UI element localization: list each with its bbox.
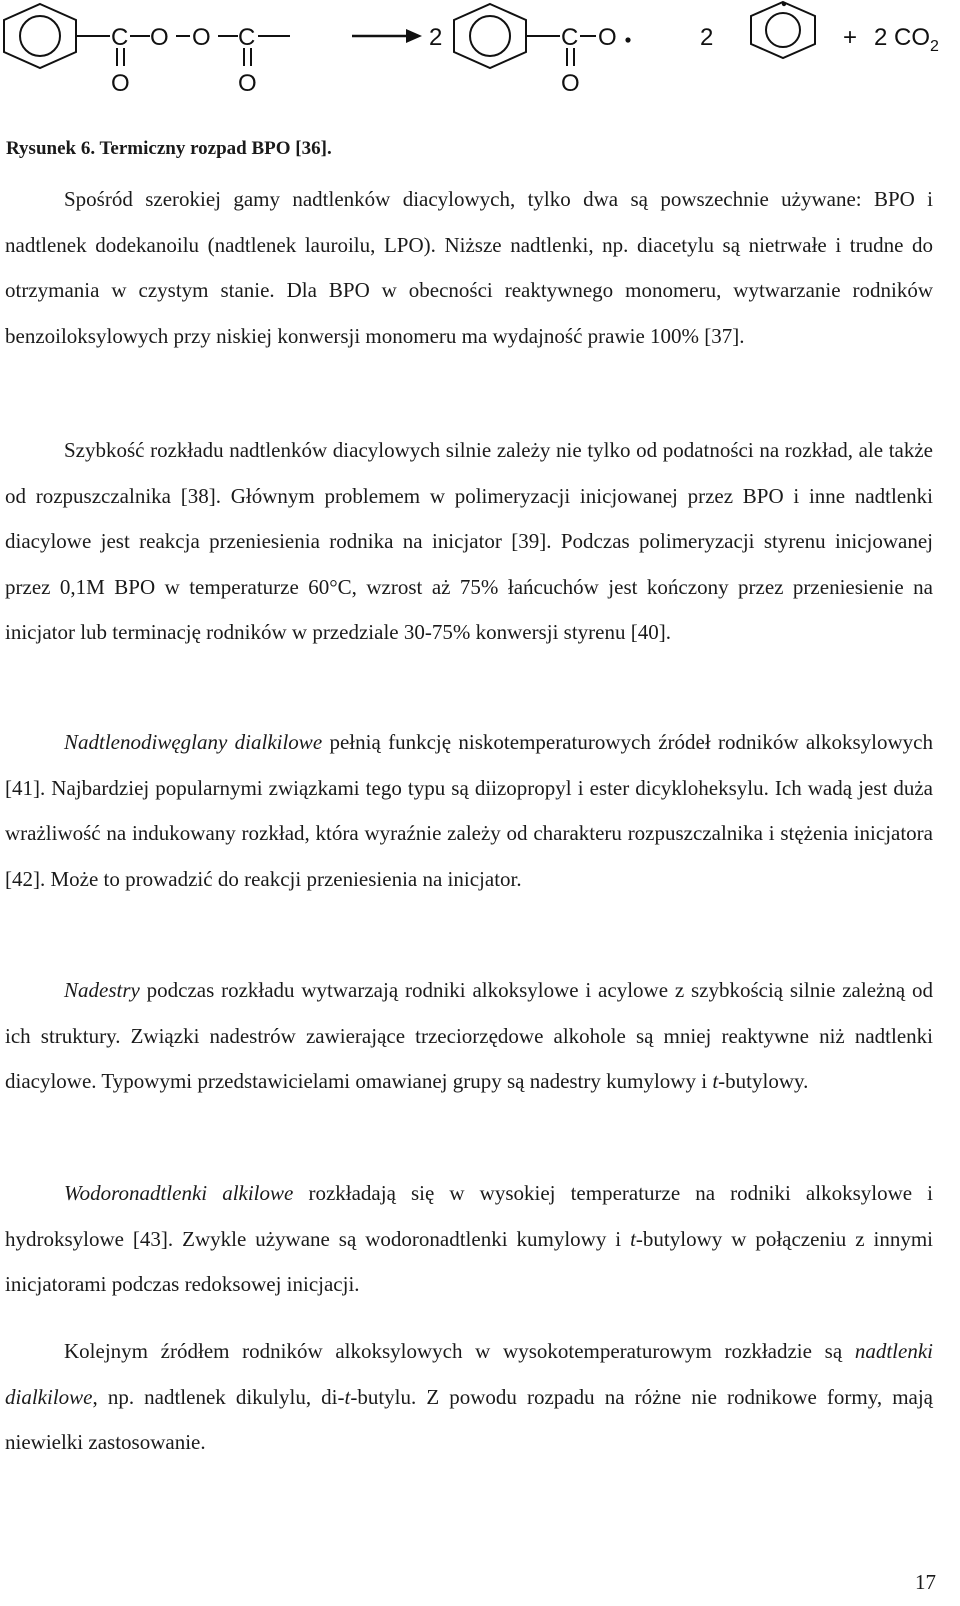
text-run: podczas rozkładu wytwarzają rodniki alkoksylowe i acylowe z szybkością silnie zależną od ich struktury. Związki nadestrów zawierające trzeciorzędowe alkohole są mniej reaktywne niż nadtlenki diacylowe. Typowymi przedstawicielami omawianej grupy są nadestry kumylowy i xyxy=(5,978,933,1093)
italic-term: t xyxy=(630,1226,636,1251)
italic-term: nadtlenki dialkilowe xyxy=(5,1339,933,1409)
paragraph xyxy=(5,720,933,902)
co2-label: 2 $CO_2$ xyxy=(874,24,939,55)
text-run: Kolejnym źródłem rodników alkoksylowych w wysokotemperaturowym rozkładzie są xyxy=(64,1339,855,1363)
paragraph xyxy=(5,1171,933,1308)
stoichiometric-coefficient: 2 xyxy=(429,24,443,51)
paragraph xyxy=(5,177,933,359)
benzene-ring-3 xyxy=(751,2,815,58)
paragraph xyxy=(5,428,933,656)
plus-sign: + xyxy=(843,24,858,51)
text-run: -butylowy w połączeniu z innymi inicjatorami podczas redoksowej inicjacji. xyxy=(5,1226,933,1296)
carbon-label: C xyxy=(111,24,129,51)
stoichiometric-coefficient: 2 xyxy=(700,24,714,51)
paragraph xyxy=(5,1329,933,1466)
italic-term: Wodoronadtlenki alkilowe xyxy=(64,1181,294,1205)
benzene-ring-2 xyxy=(454,4,526,68)
italic-term: t xyxy=(344,1384,351,1409)
text-run: Szybkość rozkładu nadtlenków diacylowych silnie zależy nie tylko od podatności na rozkład, ale także od rozpuszczalnika [38]. Głównym problemem w polimeryzacji inicjowanej przez BPO i inne nadtlenki diacylowe jest reakcja przeniesienia rodnika na inicjator [39]. Podczas polimeryzacji styrenu inicjowanej przez 0,1M BPO w temperaturze 60°C, wzrost aż 75% łańcuchów jest kończony przez przeniesienie na inicjator lub terminację rodników w przedziale 30-75% konwersji styrenu [40]. xyxy=(5,438,933,644)
text-run: Spośród szerokiej gamy nadtlenków diacylowych, tylko dwa są powszechnie używane: BPO i nadtlenek dodekanoilu (nadtlenek lauroilu, LPO). Niższe nadtlenki, np. diacetylu są nietrwałe i trudne do otrzymania w czystym stanie. Dla BPO w obecności reaktywnego monomeru, wytwarzanie rodników benzoiloksylowych przy niskiej konwersji monomeru ma wydajność prawie 100% [37]. xyxy=(5,187,933,348)
text-run: rozkładają się w wysokiej temperaturze na rodniki alkoksylowe i hydroksylowe [43]. Zwykle używane są wodoronadtlenki kumylowy i xyxy=(5,1181,934,1251)
reaction-scheme xyxy=(0,0,960,110)
paragraph xyxy=(5,968,933,1105)
italic-term: t xyxy=(712,1069,719,1093)
oxygen-label: O xyxy=(561,70,580,97)
radical-dot xyxy=(625,37,630,42)
oxygen-label: O xyxy=(150,24,169,51)
benzene-ring-1 xyxy=(4,4,76,68)
text-run: -butylu. Z powodu rozpadu na różne nie rodnikowe formy, mają niewielki zastosowanie. xyxy=(5,1384,934,1454)
radical-dot xyxy=(782,2,786,6)
carbon-label: C xyxy=(561,24,579,51)
text-run: -butylowy. xyxy=(718,1069,809,1093)
text-run: pełnią funkcję niskotemperaturowych źródeł rodników alkoksylowych [41]. Najbardziej popularnymi związkami tego typu są diizopropyl i ester dicykloheksylu. Ich wadą jest duża wrażliwość na indukowany rozkład, która wyraźnie zależy od charakteru rozpuszczalnika i stężenia inicjatora [42]. Może to prowadzić do reakcji przeniesienia na inicjator. xyxy=(5,730,933,891)
italic-term: Nadtlenodiwęglany dialkilowe xyxy=(64,730,323,754)
italic-term: Nadestry xyxy=(64,978,140,1002)
carbon-label: C xyxy=(238,24,256,51)
text-run: , np. nadtlenek dikulylu, di- xyxy=(92,1384,345,1409)
oxygen-label: O xyxy=(598,24,617,51)
oxygen-label: O xyxy=(111,70,130,97)
oxygen-label: O xyxy=(192,24,211,51)
page-number: 17 xyxy=(915,1570,936,1594)
oxygen-label: O xyxy=(238,70,257,97)
figure-caption: Rysunek 6. Termiczny rozpad BPO [36]. xyxy=(6,138,332,159)
